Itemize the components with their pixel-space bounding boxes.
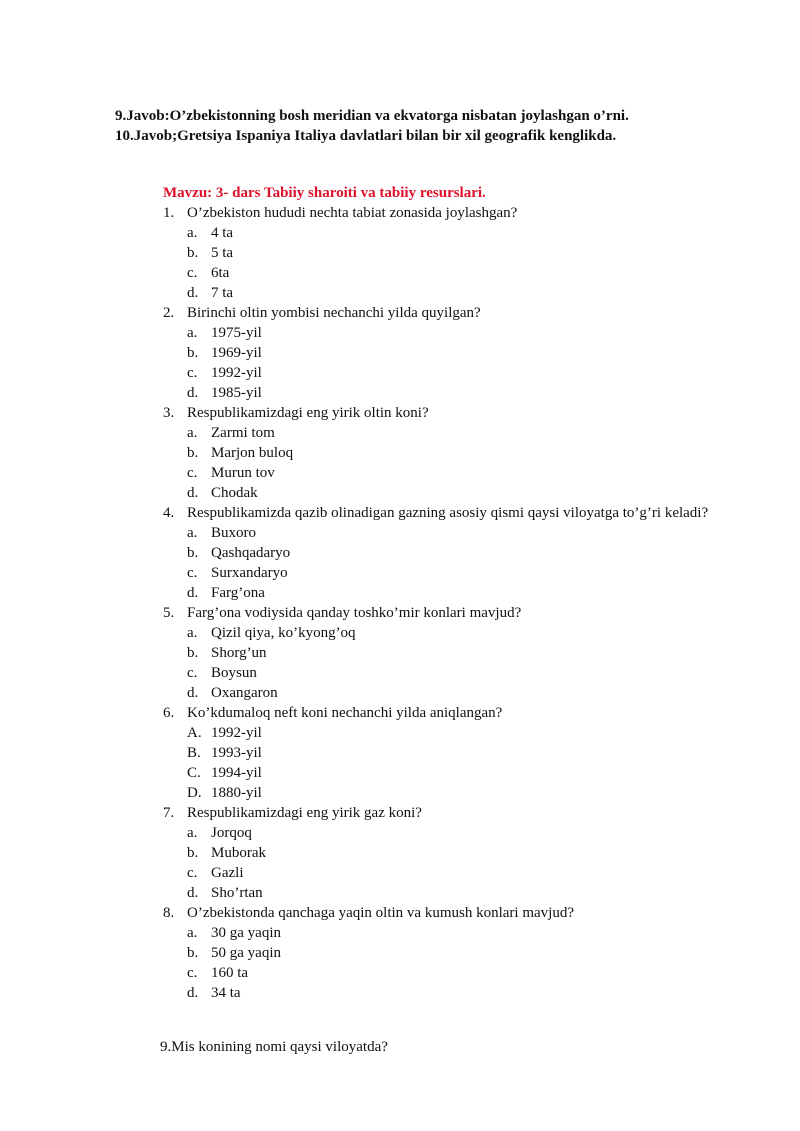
option-letter: b. <box>187 445 199 461</box>
answer-option <box>163 443 723 463</box>
option-text: 1975-yil <box>211 325 262 341</box>
question-row <box>163 803 723 823</box>
option-text: Muborak <box>211 845 266 861</box>
answers-block <box>115 106 629 146</box>
answer-option <box>163 463 723 483</box>
option-letter: d. <box>187 685 199 701</box>
answer-option <box>163 243 723 263</box>
answer-option <box>163 863 723 883</box>
answer-option <box>163 483 723 503</box>
option-letter: d. <box>187 885 199 901</box>
question-number: 6. <box>163 705 175 721</box>
answer-option <box>163 323 723 343</box>
question-6 <box>163 703 723 803</box>
option-text: 1985-yil <box>211 385 262 401</box>
option-letter: d. <box>187 985 199 1001</box>
question-number: 8. <box>163 905 175 921</box>
option-text: Surxandaryo <box>211 565 288 581</box>
option-text: Qashqadaryo <box>211 545 291 561</box>
question-number: 4. <box>163 505 175 521</box>
option-text: 7 ta <box>211 285 234 301</box>
answer-option <box>163 343 723 363</box>
option-letter: d. <box>187 485 199 501</box>
option-text: 1992-yil <box>211 725 262 741</box>
option-letter: a. <box>187 225 198 241</box>
option-letter: b. <box>187 245 199 261</box>
option-text: 6ta <box>211 265 230 281</box>
answer-9: 9.Javob:O’zbekistonning bosh meridian va ekvatorga nisbatan joylashgan o’rni. <box>115 108 629 124</box>
answer-option <box>163 943 723 963</box>
answer-option <box>163 523 723 543</box>
answer-option <box>163 283 723 303</box>
question-row <box>163 303 723 323</box>
question-number: 2. <box>163 305 175 321</box>
answer-option <box>163 263 723 283</box>
option-text: Murun tov <box>211 465 275 481</box>
answer-option <box>163 763 723 783</box>
option-letter: a. <box>187 525 198 541</box>
option-text: 50 ga yaqin <box>211 945 281 961</box>
question-text: Respublikamizdagi eng yirik gaz koni? <box>187 805 422 821</box>
option-text: Farg’ona <box>211 585 265 601</box>
option-letter: a. <box>187 425 198 441</box>
option-letter: D. <box>187 785 202 801</box>
answer-option <box>163 423 723 443</box>
question-text: O’zbekistonda qanchaga yaqin oltin va kumush konlari mavjud? <box>187 905 574 921</box>
option-text: Gazli <box>211 865 244 881</box>
option-letter: C. <box>187 765 201 781</box>
question-row <box>163 703 723 723</box>
answer-10: 10.Javob;Gretsiya Ispaniya Italiya davlatlari bilan bir xil geografik kenglikda. <box>115 128 617 144</box>
option-letter: c. <box>187 665 198 681</box>
option-letter: B. <box>187 745 201 761</box>
question-3 <box>163 403 723 503</box>
question-9: 9.Mis konining nomi qaysi viloyatda? <box>160 1039 388 1055</box>
question-row <box>163 403 723 423</box>
answer-option <box>163 583 723 603</box>
question-row <box>163 203 723 223</box>
option-letter: c. <box>187 465 198 481</box>
question-row <box>163 903 723 923</box>
question-7 <box>163 803 723 903</box>
option-letter: d. <box>187 285 199 301</box>
option-text: Oxangaron <box>211 685 278 701</box>
answer-option <box>163 783 723 803</box>
option-letter: a. <box>187 325 198 341</box>
option-letter: c. <box>187 265 198 281</box>
question-list <box>163 203 723 1003</box>
option-text: Qizil qiya, ko’kyong’oq <box>211 625 356 641</box>
option-text: 5 ta <box>211 245 234 261</box>
answer-option <box>163 883 723 903</box>
question-text: Farg’ona vodiysida qanday toshko’mir konlari mavjud? <box>187 605 522 621</box>
answer-option <box>163 383 723 403</box>
question-8 <box>163 903 723 1003</box>
option-text: Shorg’un <box>211 645 267 661</box>
question-text: Respublikamizdagi eng yirik oltin koni? <box>187 405 429 421</box>
option-letter: c. <box>187 965 198 981</box>
answer-option <box>163 643 723 663</box>
option-text: Chodak <box>211 485 258 501</box>
option-letter: A. <box>187 725 202 741</box>
option-text: Jorqoq <box>211 825 252 841</box>
option-letter: b. <box>187 645 199 661</box>
answer-option <box>163 743 723 763</box>
option-letter: b. <box>187 945 199 961</box>
option-text: Zarmi tom <box>211 425 275 441</box>
answer-option <box>163 223 723 243</box>
option-text: 1993-yil <box>211 745 262 761</box>
option-letter: b. <box>187 545 199 561</box>
question-row <box>163 503 723 523</box>
option-text: 1994-yil <box>211 765 262 781</box>
option-letter: c. <box>187 865 198 881</box>
answer-option <box>163 543 723 563</box>
question-5 <box>163 603 723 703</box>
option-text: Buxoro <box>211 525 256 541</box>
option-letter: a. <box>187 925 198 941</box>
question-number: 7. <box>163 805 175 821</box>
option-text: Marjon buloq <box>211 445 294 461</box>
question-number: 3. <box>163 405 175 421</box>
option-letter: a. <box>187 625 198 641</box>
answer-option <box>163 923 723 943</box>
option-letter: d. <box>187 385 199 401</box>
question-2 <box>163 303 723 403</box>
answer-option <box>163 843 723 863</box>
question-row <box>163 603 723 623</box>
question-4 <box>163 503 723 603</box>
option-letter: c. <box>187 365 198 381</box>
question-number: 5. <box>163 605 175 621</box>
answer-option <box>163 683 723 703</box>
option-letter: b. <box>187 845 199 861</box>
answer-option <box>163 623 723 643</box>
option-text: 1969-yil <box>211 345 262 361</box>
question-text: Birinchi oltin yombisi nechanchi yilda quyilgan? <box>187 305 481 321</box>
question-number: 1. <box>163 205 175 221</box>
option-text: 34 ta <box>211 985 241 1001</box>
option-text: 1880-yil <box>211 785 262 801</box>
topic-heading: Mavzu: 3- dars Tabiiy sharoiti va tabiiy resurslari. <box>163 185 486 201</box>
answer-option <box>163 723 723 743</box>
option-text: Sho’rtan <box>211 885 263 901</box>
answer-option <box>163 983 723 1003</box>
answer-option <box>163 663 723 683</box>
option-text: 4 ta <box>211 225 234 241</box>
option-text: 160 ta <box>211 965 249 981</box>
answer-option <box>163 963 723 983</box>
option-letter: c. <box>187 565 198 581</box>
question-text: Ko’kdumaloq neft koni nechanchi yilda aniqlangan? <box>187 705 503 721</box>
answer-option <box>163 823 723 843</box>
answer-option <box>163 563 723 583</box>
question-text: O’zbekiston hududi nechta tabiat zonasida joylashgan? <box>187 205 518 221</box>
option-letter: a. <box>187 825 198 841</box>
question-text: Respublikamizda qazib olinadigan gazning asosiy qismi qaysi viloyatga to’g’ri keladi? <box>187 505 709 521</box>
option-text: Boysun <box>211 665 257 681</box>
answer-option <box>163 363 723 383</box>
option-text: 30 ga yaqin <box>211 925 281 941</box>
option-text: 1992-yil <box>211 365 262 381</box>
question-1 <box>163 203 723 303</box>
option-letter: d. <box>187 585 199 601</box>
option-letter: b. <box>187 345 199 361</box>
